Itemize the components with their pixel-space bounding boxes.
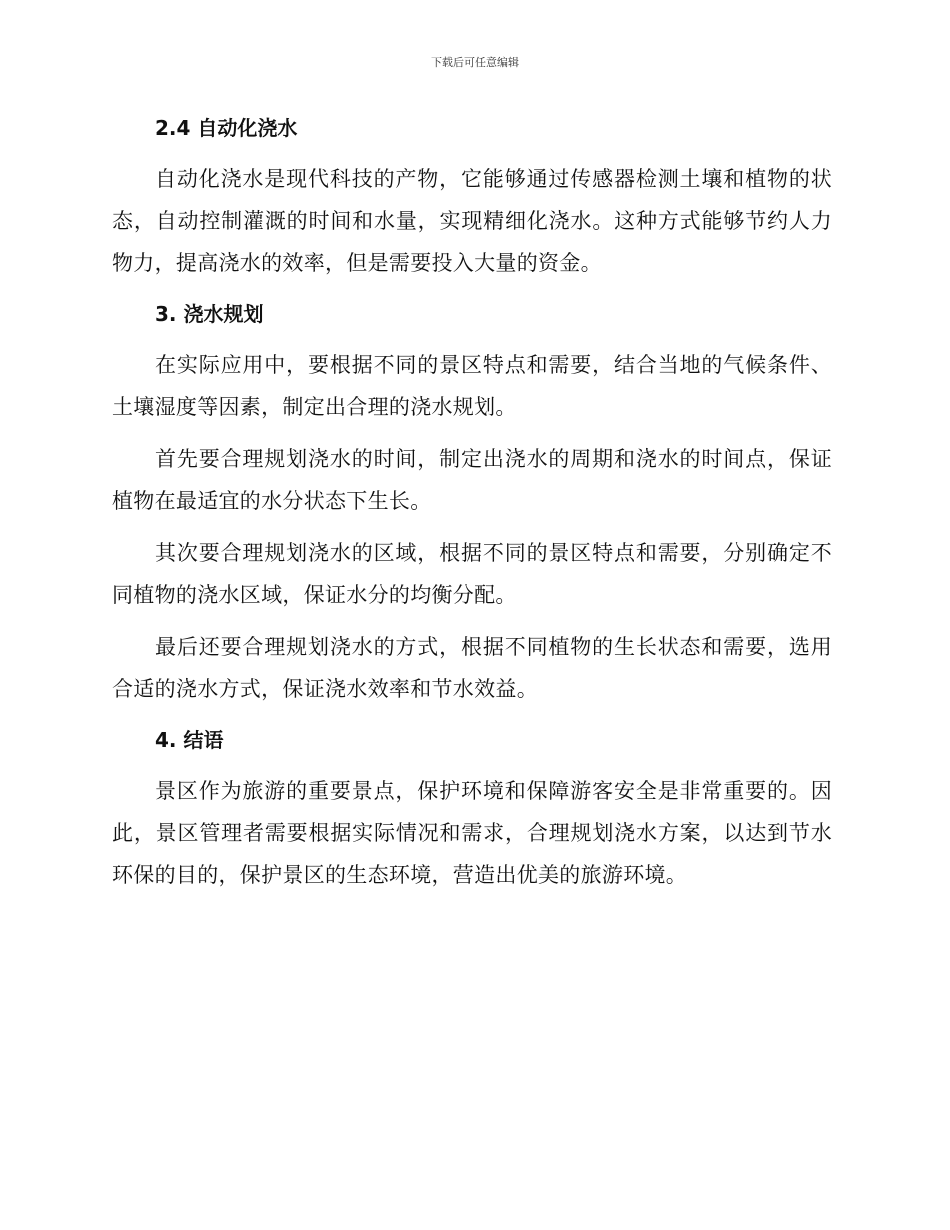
paragraph: 其次要合理规划浇水的区域，根据不同的景区特点和需要，分别确定不同植物的浇水区域，保证水分的均衡分配。 — [112, 541, 832, 607]
section-heading-conclusion: 4. 结语 — [155, 728, 224, 752]
paragraph: 首先要合理规划浇水的时间，制定出浇水的周期和浇水的时间点，保证植物在最适宜的水分状态下生长。 — [112, 447, 832, 513]
document-body — [112, 108, 832, 906]
paragraph: 在实际应用中，要根据不同的景区特点和需要，结合当地的气候条件、土壤湿度等因素，制定出合理的浇水规划。 — [112, 353, 832, 419]
header-note: 下载后可任意编辑 — [431, 56, 519, 69]
paragraph: 景区作为旅游的重要景点，保护环境和保障游客安全是非常重要的。因此，景区管理者需要根据实际情况和需求，合理规划浇水方案，以达到节水环保的目的，保护景区的生态环境，营造出优美的旅游环境。 — [112, 779, 832, 887]
paragraph: 最后还要合理规划浇水的方式，根据不同植物的生长状态和需要，选用合适的浇水方式，保证浇水效率和节水效益。 — [112, 635, 832, 701]
section-heading-automated-watering: 2.4 自动化浇水 — [155, 116, 298, 140]
paragraph: 自动化浇水是现代科技的产物，它能够通过传感器检测土壤和植物的状态，自动控制灌溉的时间和水量，实现精细化浇水。这种方式能够节约人力物力，提高浇水的效率，但是需要投入大量的资金。 — [112, 167, 832, 275]
section-heading-watering-planning: 3. 浇水规划 — [155, 302, 264, 326]
